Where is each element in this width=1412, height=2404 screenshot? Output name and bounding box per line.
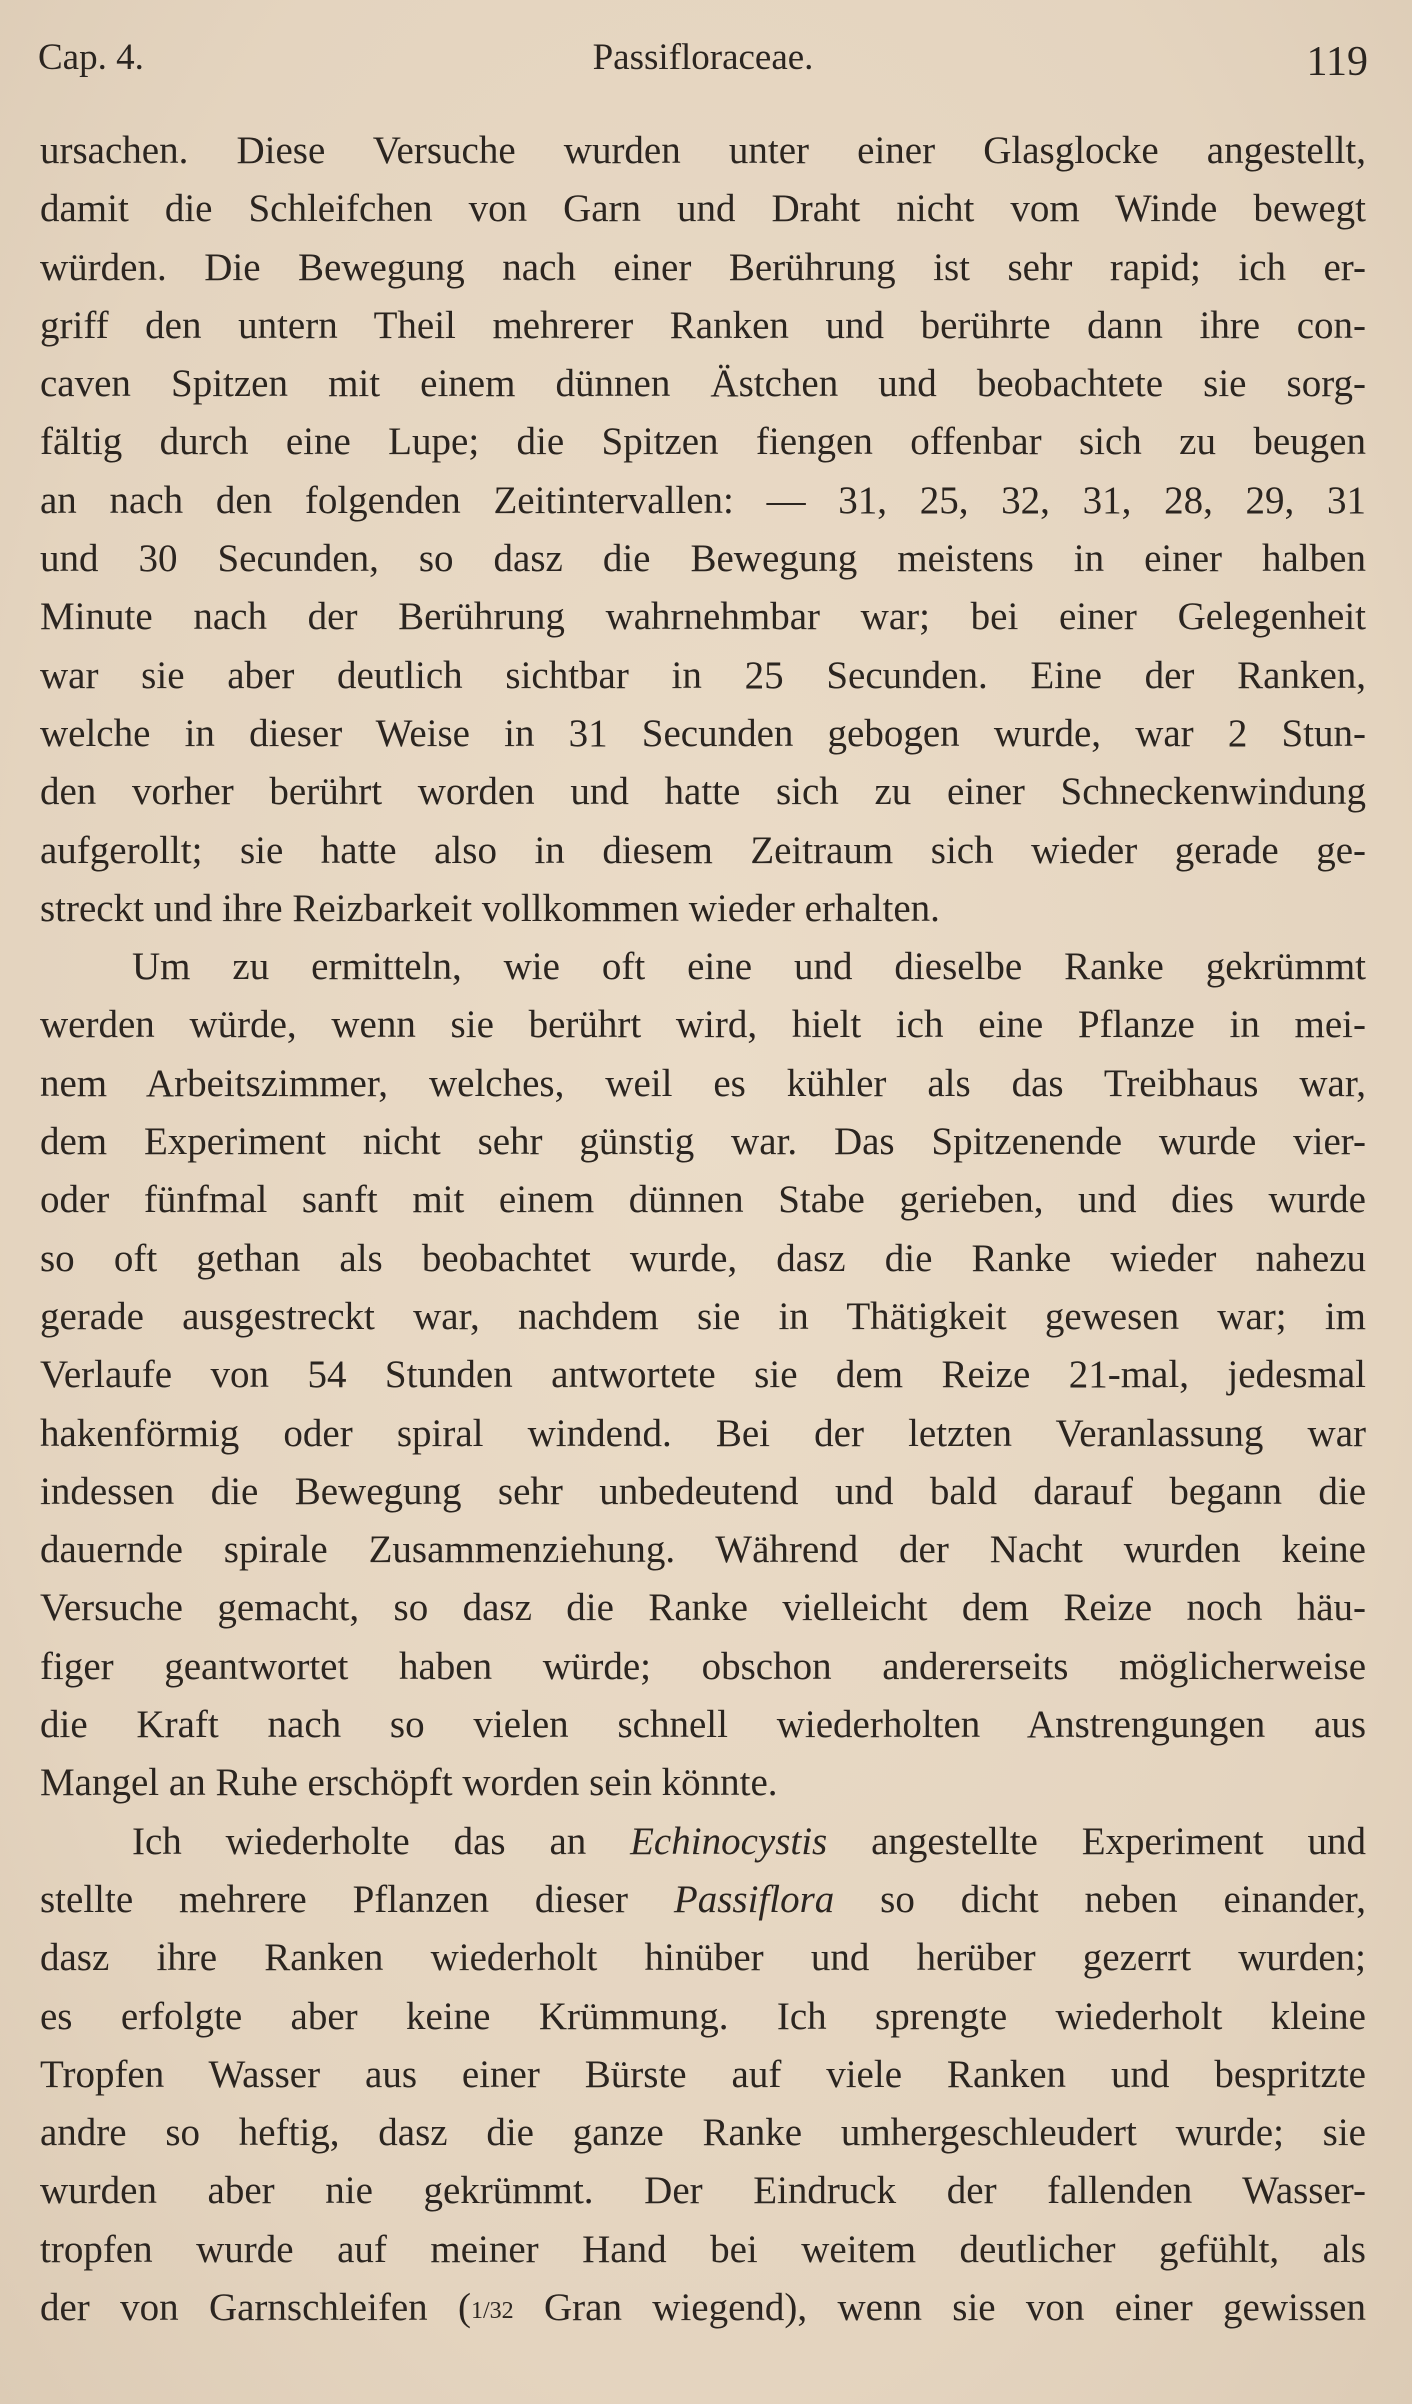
paragraph-first-line xyxy=(40,1813,1366,1871)
text-line: werden würde, wenn sie berührt wird, hielt ich eine Pflanze in mei- xyxy=(40,1003,1366,1047)
text-line: gerade ausgestreckt war, nachdem sie in Thätigkeit gewesen war; im xyxy=(40,1294,1366,1338)
page-body xyxy=(40,122,1366,2337)
text-line: den vorher berührt worden und hatte sich zu einer Schneckenwindung xyxy=(40,770,1366,814)
text-line: figer geantwortet haben würde; obschon andererseits möglicherweise xyxy=(40,1644,1366,1688)
paragraph-last-line: Mangel an Ruhe erschöpft worden sein könnte. xyxy=(40,1761,778,1805)
text-line: caven Spitzen mit einem dünnen Ästchen und beobachtete sie sorg- xyxy=(40,362,1366,406)
text-segment: Gran wiegend), wenn sie von einer gewissen xyxy=(513,2285,1366,2329)
text-line: es erfolgte aber keine Krümmung. Ich sprengte wiederholt kleine xyxy=(40,1994,1366,2038)
paragraph-last-line: streckt und ihre Reizbarkeit vollkommen wieder erhalten. xyxy=(40,886,940,930)
chapter-label: Cap. 4. xyxy=(38,37,144,78)
text-line: so oft gethan als beobachtet wurde, dasz die Ranke wieder nahezu xyxy=(40,1236,1366,1280)
text-segment: Ich wiederholte das an xyxy=(132,1819,631,1863)
text-line: Verlaufe von 54 Stunden antwortete sie dem Reize 21-mal, jedesmal xyxy=(40,1353,1366,1397)
fraction: 1/32 xyxy=(471,2297,514,2324)
text-line: Tropfen Wasser aus einer Bürste auf viele Ranken und bespritzte xyxy=(40,2052,1366,2096)
text-segment: stellte mehrere Pflanzen dieser xyxy=(40,1877,674,1921)
text-line: die Kraft nach so vielen schnell wiederholten Anstrengungen aus xyxy=(40,1703,1366,1747)
italic-genus-name: Passiflora xyxy=(673,1877,835,1921)
text-line xyxy=(40,2279,1366,2337)
text-line: dauernde spirale Zusammenziehung. Während der Nacht wurden keine xyxy=(40,1528,1366,1572)
text-line: an nach den folgenden Zeitintervallen: — 31, 25, 32, 31, 28, 29, 31 xyxy=(40,478,1366,522)
running-title: Passifloraceae. xyxy=(592,37,814,78)
text-line: indessen die Bewegung sehr unbedeutend und bald darauf begann die xyxy=(40,1469,1366,1513)
text-line: fältig durch eine Lupe; die Spitzen fiengen offenbar sich zu beugen xyxy=(40,420,1366,464)
text-line: hakenförmig oder spiral windend. Bei der letzten Veranlassung war xyxy=(40,1411,1366,1455)
paragraph-first-line: Um zu ermitteln, wie oft eine und dieselbe Ranke gekrümmt xyxy=(132,945,1366,989)
text-line: dem Experiment nicht sehr günstig war. Das Spitzenende wurde vier- xyxy=(40,1120,1366,1164)
text-segment: der von Garnschleifen ( xyxy=(40,2285,471,2329)
text-line: oder fünfmal sanft mit einem dünnen Stabe gerieben, und dies wurde xyxy=(40,1178,1366,1222)
text-line: würden. Die Bewegung nach einer Berührung ist sehr rapid; ich er- xyxy=(40,245,1366,289)
text-line: ursachen. Diese Versuche wurden unter einer Glasglocke angestellt, xyxy=(40,129,1366,172)
text-line: welche in dieser Weise in 31 Secunden gebogen wurde, war 2 Stun- xyxy=(40,711,1366,755)
text-line: Versuche gemacht, so dasz die Ranke vielleicht dem Reize noch häu- xyxy=(40,1586,1366,1630)
text-segment: angestellte Experiment und xyxy=(827,1819,1366,1863)
text-line: tropfen wurde auf meiner Hand bei weitem deutlicher gefühlt, als xyxy=(40,2227,1366,2271)
text-segment: so dicht neben einander, xyxy=(834,1877,1366,1921)
text-line: aufgerollt; sie hatte also in diesem Zeitraum sich wieder gerade ge- xyxy=(40,828,1366,872)
text-line: dasz ihre Ranken wiederholt hinüber und herüber gezerrt wurden; xyxy=(40,1936,1366,1980)
text-line: andre so heftig, dasz die ganze Ranke umhergeschleudert wurde; sie xyxy=(40,2111,1366,2155)
text-line xyxy=(40,1871,1366,1929)
text-line: und 30 Secunden, so dasz die Bewegung meistens in einer halben xyxy=(40,537,1366,581)
text-line: Minute nach der Berührung wahrnehmbar war; bei einer Gelegenheit xyxy=(40,595,1366,639)
text-line: nem Arbeitszimmer, welches, weil es kühler als das Treibhaus war, xyxy=(40,1061,1366,1105)
text-line: war sie aber deutlich sichtbar in 25 Secunden. Eine der Ranken, xyxy=(40,653,1366,697)
text-line: griff den untern Theil mehrerer Ranken und berührte dann ihre con- xyxy=(40,303,1366,347)
italic-species-name: Echinocystis xyxy=(630,1819,828,1863)
running-header xyxy=(38,30,1368,90)
text-line: damit die Schleifchen von Garn und Draht nicht vom Winde bewegt xyxy=(40,187,1366,231)
text-line: wurden aber nie gekrümmt. Der Eindruck der fallenden Wasser- xyxy=(40,2169,1366,2213)
page-number: 119 xyxy=(1306,39,1368,85)
